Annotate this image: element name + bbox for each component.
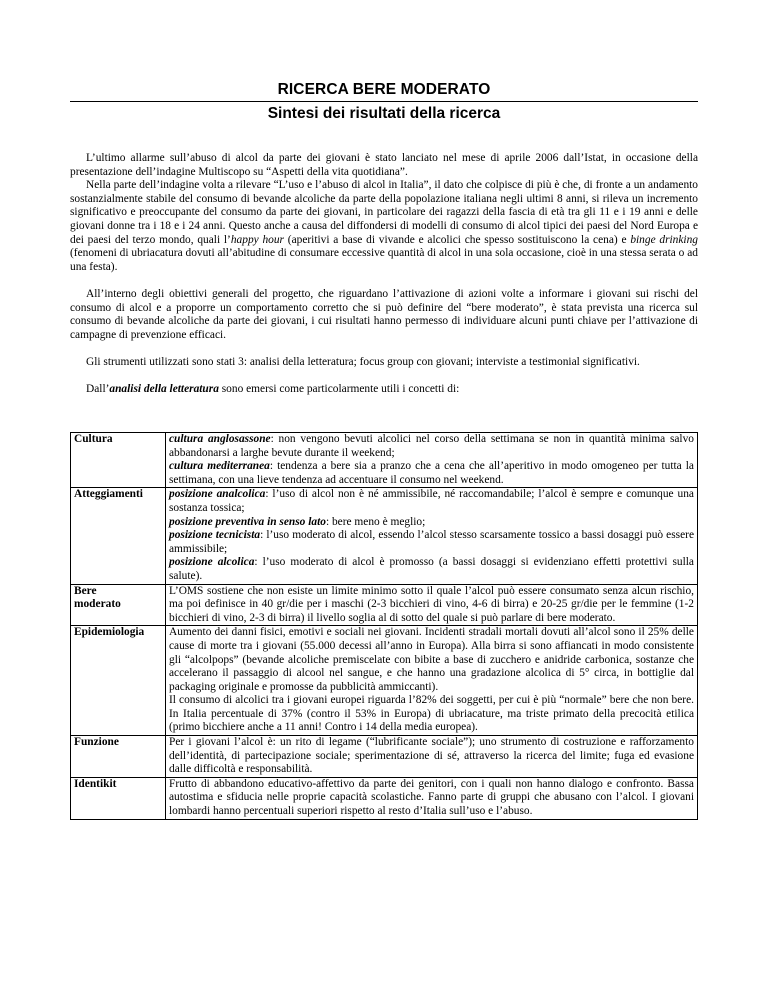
table-row bbox=[71, 584, 698, 626]
term-happy-hour: happy hour bbox=[230, 233, 284, 246]
paragraph-letteratura bbox=[70, 383, 698, 397]
term-posizione-analcolica: posizione analcolica bbox=[169, 488, 266, 501]
term-binge-drinking: binge drinking bbox=[630, 233, 698, 246]
desc-posizione-preventiva: : bere meno è meglio; bbox=[325, 515, 426, 528]
intro-text bbox=[70, 152, 698, 397]
term-posizione-preventiva: posizione preventiva in senso lato bbox=[169, 515, 326, 528]
desc-posizione-tecnicista: : l’uso moderato di alcol, essendo l’alcol stesso scarsamente tossico a bassi dosaggi può essere ammissibile; bbox=[169, 529, 694, 555]
paragraph-indagine bbox=[70, 179, 698, 274]
page-title: RICERCA BERE MODERATO bbox=[277, 81, 491, 98]
title-rule bbox=[70, 101, 698, 102]
table-row bbox=[71, 777, 698, 819]
table-row bbox=[71, 488, 698, 584]
paragraph-indagine-text-b: (aperitivi a base di vivande e alcolici che spesso sostituiscono la cena) e bbox=[284, 233, 631, 246]
row-content-atteggiamenti bbox=[166, 488, 698, 584]
term-posizione-tecnicista: posizione tecnicista bbox=[169, 529, 261, 542]
row-content-cultura bbox=[166, 433, 698, 488]
row-label-cultura: Cultura bbox=[71, 433, 166, 488]
paragraph-istat: L’ultimo allarme sull’abuso di alcol da parte dei giovani è stato lanciato nel mese di aprile 2006 dall’Istat, in occasione della presentazione dell’indagine Multiscopo su “Aspetti della vita quotidiana”. bbox=[70, 152, 698, 178]
paragraph-obiettivi: All’interno degli obiettivi generali del progetto, che riguardano l’attivazione di azioni volte a informare i giovani sui rischi del consumo di alcol e a proporre un comportamento corretto che si può definire del “bere moderato”, è stata prevista una ricerca sul consumo di bevande alcoliche da parte dei giovani, i cui risultati hanno permesso di individuare alcuni punti chiave per l’attivazione di campagne di prevenzione efficaci. bbox=[70, 287, 698, 341]
row-content-epidemiologia bbox=[166, 626, 698, 736]
epidemiologia-text-2: Il consumo di alcolici tra i giovani europei riguarda l’82% dei soggetti, per cui è più “normale” bere che non bere. In Italia percentuale di 37% (contro il 53% in Europa) di ubriacature, ma triste primato della precocità etilica (primo bicchiere anche a 11 anni! Contro i 14 della media europea). bbox=[169, 694, 694, 734]
paragraph-letteratura-text-a: Dall’ bbox=[86, 383, 110, 396]
row-label-bere-line1: Bere bbox=[74, 584, 97, 597]
row-label-identikit: Identikit bbox=[71, 777, 166, 819]
table-row bbox=[71, 626, 698, 736]
term-cultura-mediterranea: cultura mediterranea bbox=[169, 460, 270, 473]
title-block bbox=[70, 80, 698, 124]
desc-cultura-anglosassone: : non vengono bevuti alcolici nel corso della settimana se non in quantità minima salvo abbandonarsi a larghe bevute durante il weekend; bbox=[169, 433, 694, 459]
table-row bbox=[71, 433, 698, 488]
row-label-bere-line2: moderato bbox=[74, 598, 121, 611]
desc-cultura-mediterranea: : tendenza a bere sia a pranzo che a cena che all’aperitivo in modo omogeneo per tutta la settimana, con una lieve tendenza ad accentuare il consumo nel weekend. bbox=[169, 460, 694, 486]
row-content-identikit: Frutto di abbandono educativo-affettivo da parte dei genitori, con i quali non hanno dialogo e confronto. Bassa autostima e sfiducia nelle proprie capacità scolastiche. Fanno parte di gruppi che abusano con l’alcol. I giovani lombardi hanno percentuali superiori rispetto al resto d’Italia sull’uso e l’abuso. bbox=[166, 777, 698, 819]
term-cultura-anglosassone: cultura anglosassone bbox=[169, 433, 271, 445]
paragraph-indagine-text-c: (fenomeni di ubriacatura dovuti all’abitudine di consumare eccessive quantità di alcol in una sola occasione, cioè in una stessa serata o ad una festa). bbox=[70, 247, 698, 273]
paragraph-letteratura-text-b: sono emersi come particolarmente utili i concetti di: bbox=[218, 383, 460, 396]
table-row bbox=[71, 736, 698, 778]
row-content-funzione: Per i giovani l’alcol è: un rito di legame (“lubrificante sociale”); uno strumento di costruzione e rafforzamento dell’identità, di partecipazione sociale; sperimentazione di sé, attraverso la ricerca del limite; fuga ed evasione dalle difficoltà e responsabilità. bbox=[166, 736, 698, 778]
epidemiologia-text-1: Aumento dei danni fisici, emotivi e sociali nei giovani. Incidenti stradali mortali dovuti all’alcol sono il 25% delle cause di morte tra i giovani (55.000 decessi all’anno in Europa). Alla birra si sono affiancati in modo consistente gli “alcolpops” (bevande alcoliche premiscelate con bibite a base di zucchero e anidride carbonica, sostanze che accelerano il passaggio di alcool nel sangue, e che hanno una gradazione alcolica di 5° circa, in bottiglie dal packaging originale e promosse da pubblicità ammiccanti). bbox=[169, 626, 694, 693]
row-label-funzione: Funzione bbox=[71, 736, 166, 778]
desc-posizione-alcolica: : l’uso moderato di alcol è promosso (a bassi dosaggi si evidenziano effetti protettivi sulla salute). bbox=[169, 556, 694, 582]
row-label-atteggiamenti: Atteggiamenti bbox=[71, 488, 166, 584]
paragraph-strumenti: Gli strumenti utilizzati sono stati 3: analisi della letteratura; focus group con giovani; interviste a testimonial significativi. bbox=[86, 355, 640, 368]
desc-posizione-analcolica: : l’uso di alcol non è né ammissibile, né raccomandabile; l’alcol è sempre e comunque una sostanza tossica; bbox=[169, 488, 694, 514]
row-label-epidemiologia: Epidemiologia bbox=[71, 626, 166, 736]
row-label-bere-moderato bbox=[71, 584, 166, 626]
paragraph-indagine-text-a: Nella parte dell’indagine volta a rilevare “L’uso e l’abuso di alcol in Italia”, il dato che colpisce di più è che, di fronte a un andamento sostanzialmente stabile del consumo di bevande alcoliche da parte della popolazione italiana negli ultimi 8 anni, si rileva un incremento significativo e preoccupante del consumo da parte dei giovani, in particolare dei ragazzi della fascia di età tra gli 11 e i 19 anni e delle giovani donne tra i 18 e i 24 anni. Questo anche a causa del diffondersi di modelli di consumo di alcol tipici dei paesi del Nord Europa e dei paesi del terzo mondo, quali l’ bbox=[70, 179, 698, 246]
row-content-bere-moderato: L’OMS sostiene che non esiste un limite minimo sotto il quale l’alcol può essere consumato senza alcun rischio, ma poi definisce in 40 gr/die per i maschi (2-3 bicchieri di vino, 4-6 di birra) e 20-25 gr/die per le femmine (1-2 bicchieri di vino, 2-3 di birra) il livello soglia al di sotto del quale si può parlare di bere moderato. bbox=[166, 584, 698, 626]
term-analisi-letteratura: analisi della letteratura bbox=[109, 383, 219, 396]
concepts-table bbox=[70, 432, 698, 820]
term-posizione-alcolica: posizione alcolica bbox=[169, 556, 255, 569]
page-subtitle: Sintesi dei risultati della ricerca bbox=[267, 105, 501, 122]
